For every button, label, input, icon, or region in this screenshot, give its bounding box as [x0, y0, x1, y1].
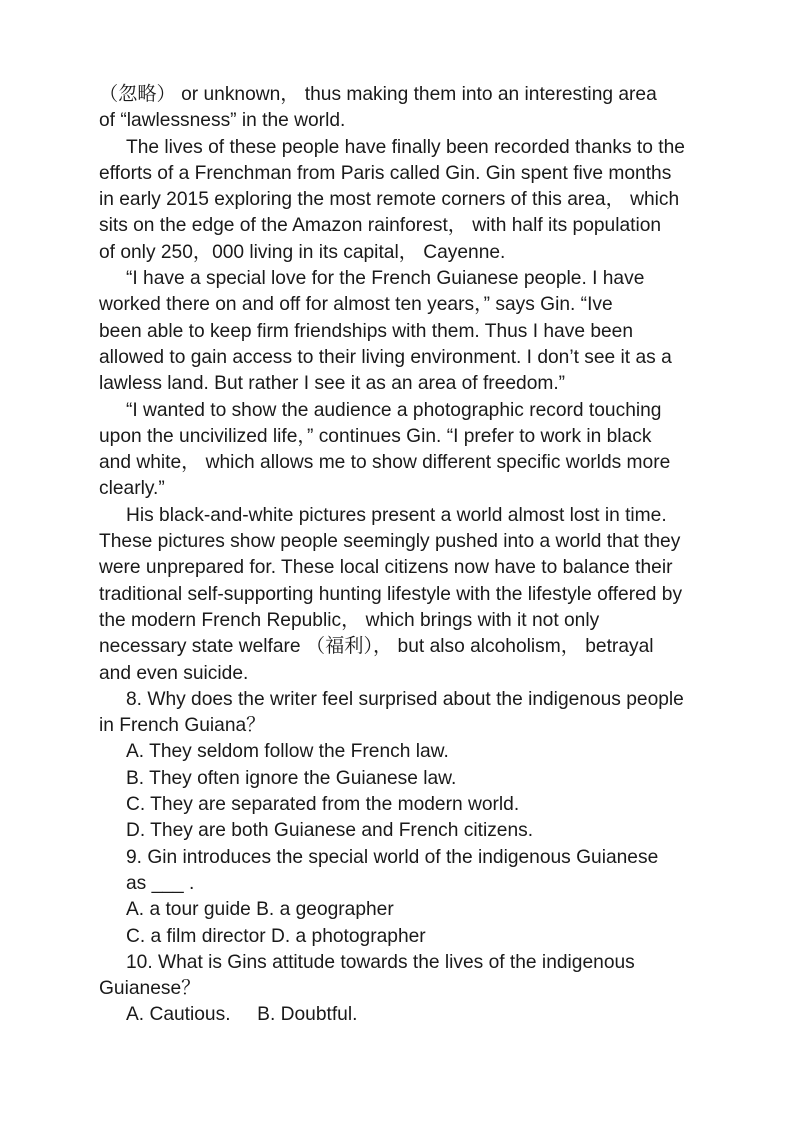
text-line: 8. Why does the writer feel surprised about the indigenous people — [126, 688, 684, 710]
text-line: “I wanted to show the audience a photographic record touching — [126, 399, 662, 421]
text-line: Guianese？ — [99, 978, 201, 1000]
text-line: the modern French Republic， which brings with it not only — [99, 609, 600, 631]
text-line: and white， which allows me to show different specific worlds more — [99, 452, 671, 474]
text-line: allowed to gain access to their living environment. I don’t see it as a — [99, 346, 672, 368]
text-line: in French Guiana？ — [99, 715, 266, 737]
text-line: 9. Gin introduces the special world of the indigenous Guianese — [126, 846, 659, 868]
text-line: （忽略） or unknown， thus making them into an interesting area — [99, 84, 657, 105]
text-line: of “lawlessness” in the world. — [99, 110, 346, 132]
text-line: C. They are separated from the modern world. — [126, 794, 520, 816]
text-line: in early 2015 exploring the most remote corners of this area， which — [99, 189, 680, 211]
text-line: been able to keep firm friendships with them. Thus I have been — [99, 320, 634, 342]
text-line: necessary state welfare （福利）， but also alcoholism， betrayal — [99, 636, 654, 658]
text-line: traditional self-supporting hunting lifestyle with the lifestyle offered by — [99, 583, 683, 605]
text-line: “I have a special love for the French Guianese people. I have — [126, 268, 645, 290]
text-line: were unprepared for. These local citizens now have to balance their — [99, 557, 673, 579]
text-line: efforts of a Frenchman from Paris called Gin. Gin spent five months — [99, 162, 672, 184]
text-line: The lives of these people have finally been recorded thanks to the — [126, 136, 685, 158]
text-line: A. They seldom follow the French law. — [126, 741, 449, 763]
text-line: A. Cautious. B. Doubtful. — [126, 1004, 358, 1026]
text-line: D. They are both Guianese and French citizens. — [126, 820, 534, 842]
text-line: 10. What is Gins attitude towards the lives of the indigenous — [126, 951, 635, 973]
text-line: worked there on and off for almost ten years，” says Gin. “Ive — [99, 294, 613, 316]
document-page — [99, 82, 709, 1029]
text-line: and even suicide. — [99, 662, 249, 684]
text-line: as ___ . — [126, 872, 195, 894]
text-line: sits on the edge of the Amazon rainforest， with half its population — [99, 215, 662, 237]
text-line: C. a film director D. a photographer — [126, 925, 426, 947]
text-line: A. a tour guide B. a geographer — [126, 899, 394, 921]
text-line: These pictures show people seemingly pushed into a world that they — [99, 531, 681, 553]
text-line: B. They often ignore the Guianese law. — [126, 767, 457, 789]
text-line: lawless land. But rather I see it as an area of freedom.” — [99, 373, 566, 395]
text-line: His black-and-white pictures present a world almost lost in time. — [126, 504, 667, 526]
text-line: upon the uncivilized life，” continues Gin. “I prefer to work in black — [99, 425, 652, 447]
text-line: clearly.” — [99, 478, 165, 500]
text-line: of only 250，000 living in its capital， Cayenne. — [99, 241, 506, 263]
